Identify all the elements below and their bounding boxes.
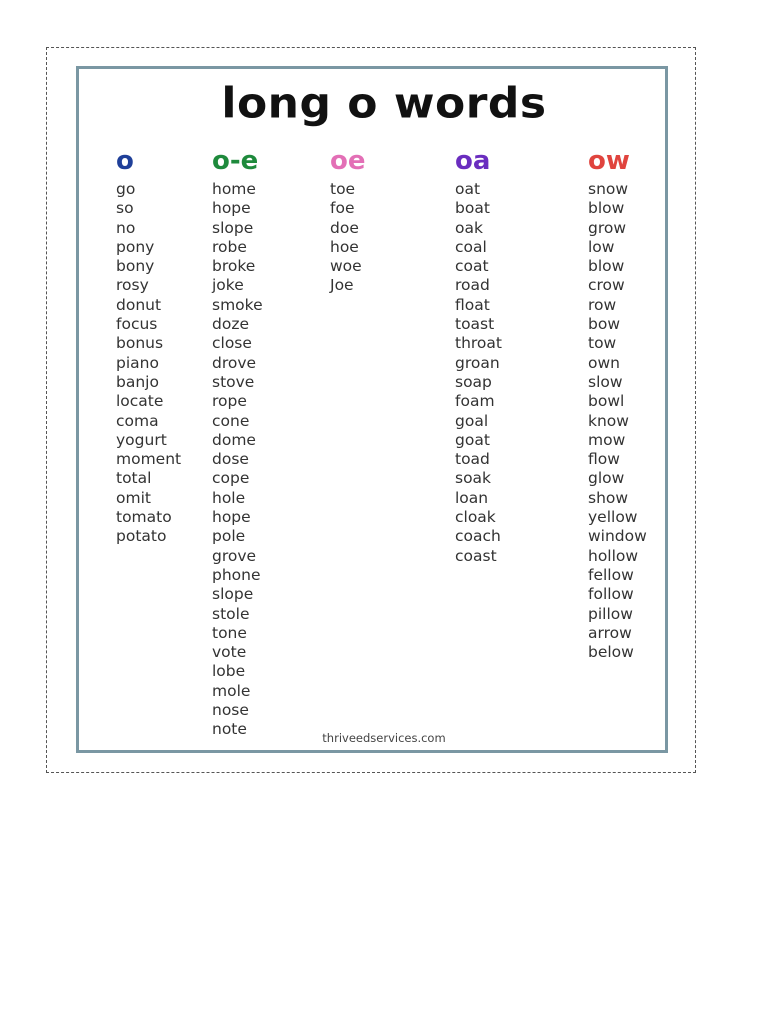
word-list-ow — [588, 180, 647, 662]
word-item: rosy — [116, 276, 149, 295]
word-item: coach — [455, 527, 501, 546]
word-item: yellow — [588, 508, 638, 527]
word-item: goal — [455, 411, 489, 430]
word-item: crow — [588, 276, 625, 295]
word-item: phone — [212, 565, 261, 584]
column-header-oe: oe — [330, 146, 366, 176]
word-item: coast — [455, 546, 497, 565]
word-item: yogurt — [116, 430, 167, 449]
word-item: oat — [455, 180, 481, 198]
page-title: long o words — [221, 79, 547, 128]
column-o-e — [212, 146, 263, 740]
word-item: bony — [116, 257, 155, 276]
word-item: doe — [330, 218, 359, 237]
word-item: piano — [116, 353, 159, 372]
word-item: dose — [212, 450, 249, 469]
word-item: loan — [455, 488, 489, 507]
word-item: broke — [212, 257, 256, 276]
word-list-oa — [455, 180, 502, 566]
word-item: tomato — [116, 508, 172, 527]
word-item: know — [588, 411, 629, 430]
word-item: boat — [455, 199, 490, 218]
column-oa — [455, 146, 502, 566]
word-item: fellow — [588, 565, 634, 584]
word-item: so — [116, 199, 134, 218]
footer-source: thriveedservices.com — [322, 731, 446, 745]
word-item: blow — [588, 257, 625, 276]
word-item: blow — [588, 199, 625, 218]
word-item: toast — [455, 315, 495, 334]
word-item: goat — [455, 430, 490, 449]
word-item: low — [588, 237, 615, 256]
word-item: coal — [455, 237, 487, 256]
word-item: slope — [212, 585, 254, 604]
word-item: smoke — [212, 295, 263, 314]
word-item: focus — [116, 315, 158, 334]
word-item: vote — [212, 643, 247, 662]
column-header-o: o — [116, 146, 134, 176]
word-item: groan — [455, 353, 500, 372]
word-item: total — [116, 469, 152, 488]
word-item: lobe — [212, 662, 246, 681]
word-item: bow — [588, 315, 620, 334]
word-item: home — [212, 180, 256, 198]
word-item: cone — [212, 411, 250, 430]
word-item: arrow — [588, 623, 632, 642]
word-item: coma — [116, 411, 159, 430]
word-item: donut — [116, 295, 162, 314]
column-header-o-e: o-e — [212, 146, 259, 176]
word-item: grow — [588, 218, 627, 237]
word-item: go — [116, 180, 136, 198]
word-item: stove — [212, 372, 255, 391]
word-item: mole — [212, 681, 251, 700]
word-item: locate — [116, 392, 164, 411]
word-item: note — [212, 720, 247, 739]
word-item: hope — [212, 508, 251, 527]
column-ow — [588, 146, 647, 662]
word-item: pole — [212, 527, 246, 546]
word-list-o — [116, 180, 181, 547]
word-item: below — [588, 643, 634, 662]
word-item: Joe — [330, 276, 354, 295]
word-item: oak — [455, 218, 483, 237]
word-item: foe — [330, 199, 355, 218]
word-item: dome — [212, 430, 256, 449]
word-item: doze — [212, 315, 249, 334]
word-item: slow — [588, 372, 623, 391]
word-item: soap — [455, 372, 492, 391]
word-item: flow — [588, 450, 620, 469]
word-item: hope — [212, 199, 251, 218]
word-item: hollow — [588, 546, 639, 565]
word-item: moment — [116, 450, 182, 469]
word-item: tone — [212, 623, 247, 642]
word-item: woe — [330, 257, 362, 276]
word-item: hole — [212, 488, 246, 507]
word-item: throat — [455, 334, 502, 353]
word-item: bowl — [588, 392, 625, 411]
word-item: bonus — [116, 334, 164, 353]
word-item: slope — [212, 218, 254, 237]
word-item: banjo — [116, 372, 159, 391]
word-item: stole — [212, 604, 250, 623]
word-item: grove — [212, 546, 257, 565]
word-list-o-e — [212, 180, 263, 740]
column-header-oa: oa — [455, 146, 491, 176]
word-item: row — [588, 295, 617, 314]
column-o — [116, 146, 181, 547]
word-item: mow — [588, 430, 626, 449]
word-item: follow — [588, 585, 634, 604]
word-item: potato — [116, 527, 167, 546]
word-item: snow — [588, 180, 629, 198]
word-item: pillow — [588, 604, 633, 623]
word-item: nose — [212, 701, 249, 720]
word-item: coat — [455, 257, 489, 276]
word-item: foam — [455, 392, 495, 411]
word-item: own — [588, 353, 620, 372]
word-item: close — [212, 334, 252, 353]
column-oe — [330, 146, 366, 296]
word-list-oe — [330, 180, 366, 296]
word-item: toe — [330, 180, 356, 198]
word-item: omit — [116, 488, 151, 507]
word-item: road — [455, 276, 490, 295]
word-item: toad — [455, 450, 490, 469]
word-item: soak — [455, 469, 492, 488]
column-header-ow: ow — [588, 146, 630, 176]
word-item: float — [455, 295, 490, 314]
word-item: pony — [116, 237, 155, 256]
word-item: joke — [212, 276, 244, 295]
word-item: hoe — [330, 237, 359, 256]
word-item: window — [588, 527, 647, 546]
word-item: cloak — [455, 508, 496, 527]
word-item: rope — [212, 392, 247, 411]
word-item: drove — [212, 353, 257, 372]
word-item: tow — [588, 334, 617, 353]
word-item: cope — [212, 469, 250, 488]
word-item: no — [116, 218, 136, 237]
word-item: show — [588, 488, 629, 507]
word-item: robe — [212, 237, 247, 256]
word-item: glow — [588, 469, 625, 488]
